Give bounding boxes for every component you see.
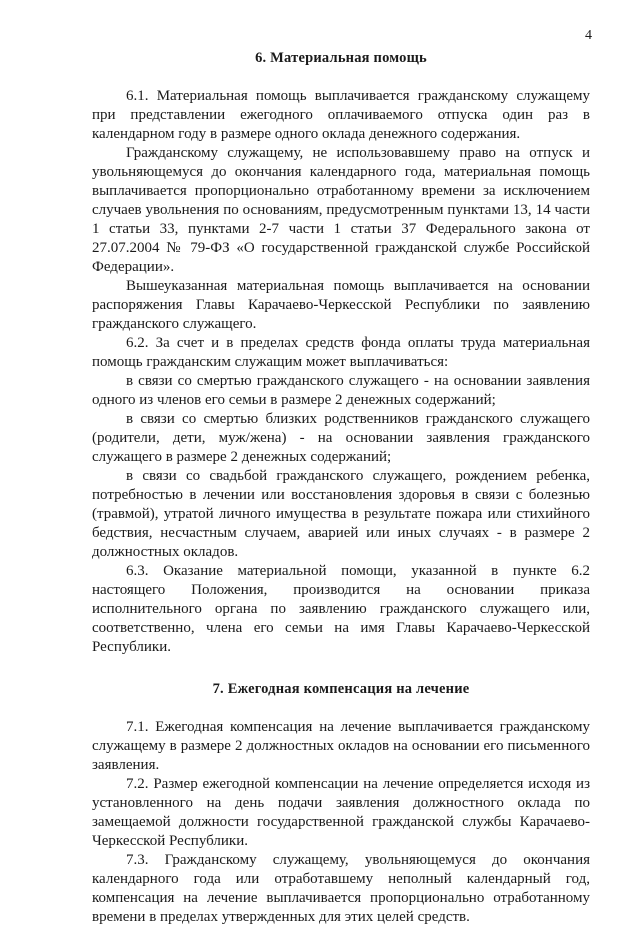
- paragraph-7-1: 7.1. Ежегодная компенсация на лечение выплачивается гражданскому служащему в размере 2 должностных окладов на основании его письменного заявления.: [92, 719, 590, 773]
- paragraph-6-3: 6.3. Оказание материальной помощи, указанной в пункте 6.2 настоящего Положения, производится на основании приказа исполнительного органа по заявлению гражданского служащего или, соответственно, члена его семьи на имя Главы Карачаево-Черкесской Республики.: [92, 563, 590, 655]
- paragraph-6-2: 6.2. За счет и в пределах средств фонда оплаты труда материальная помощь гражданским служащим может выплачиваться:: [92, 335, 590, 370]
- paragraph-6-2-other-cases: в связи со свадьбой гражданского служащего, рождением ребенка, потребностью в лечении или восстановления здоровья в связи с болезнью (травмой), утратой личного имущества в результате пожара или стихийного бедствия, несчастным случаем, аварией или иных случаях - в размере 2 должностных окладов.: [92, 468, 590, 560]
- section-7-title: 7. Ежегодная компенсация на лечение: [212, 681, 470, 697]
- page-number: 4: [585, 28, 592, 43]
- document-body: [92, 50, 590, 927]
- paragraph-7-3: 7.3. Гражданскому служащему, увольняющемуся до окончания календарного года или отработавшему неполный календарный год, компенсация на лечение выплачивается пропорционально отработанному времени в пределах утвержденных для этих целей средств.: [92, 852, 590, 925]
- paragraph-6-2-death-employee: в связи со смертью гражданского служащего - на основании заявления одного из членов его семьи в размере 2 денежных содержаний;: [92, 373, 590, 408]
- paragraph-6-1: 6.1. Материальная помощь выплачивается гражданскому служащему при представлении ежегодного оплачиваемого отпуска один раз в календарном году в размере одного оклада денежного содержания.: [92, 88, 590, 142]
- paragraph-6-2-death-relatives: в связи со смертью близких родственников гражданского служащего (родители, дети, муж/жена) - на основании заявления гражданского служащего в размере 2 денежных содержаний;: [92, 411, 590, 465]
- paragraph-7-2: 7.2. Размер ежегодной компенсации на лечение определяется исходя из установленного на день подачи заявления должностного оклада по замещаемой должности государственной гражданской службы Карачаево-Черкесской Республики.: [92, 776, 590, 849]
- paragraph-6-1-unused-leave: Гражданскому служащему, не использовавшему право на отпуск и увольняющемуся до окончания календарного года, материальная помощь выплачивается пропорционально отработанному времени за исключением случаев увольнения по основаниям, предусмотренным пунктами 13, 14 части 1 статьи 33, пунктами 2-7 части 1 статьи 37 Федерального закона от 27.07.2004 № 79-ФЗ «О государственной гражданской службе Российской Федерации».: [92, 145, 590, 275]
- section-6-title: 6. Материальная помощь: [255, 50, 427, 66]
- paragraph-6-1-basis: Вышеуказанная материальная помощь выплачивается на основании распоряжения Главы Карачаево-Черкесской Республики по заявлению гражданского служащего.: [92, 278, 590, 332]
